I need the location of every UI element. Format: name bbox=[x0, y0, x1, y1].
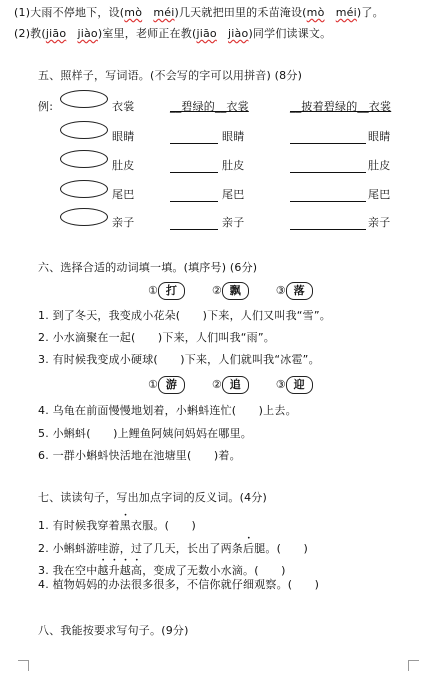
row2-item: 眼睛 bbox=[112, 130, 135, 143]
s7-question-1 bbox=[38, 512, 196, 533]
row3-mid-blank bbox=[170, 172, 218, 173]
text: )几天就把田里的禾苗淹设( bbox=[174, 6, 307, 19]
text: )同学们读课文。 bbox=[248, 27, 332, 40]
s7-question-2 bbox=[38, 535, 308, 556]
space bbox=[142, 6, 153, 19]
text: )室里，老师正在教( bbox=[97, 27, 197, 40]
row4-mid: 尾巴 bbox=[222, 188, 245, 201]
pinyin: jiāo bbox=[196, 27, 217, 40]
row3-item: 肚皮 bbox=[112, 159, 135, 172]
corner-mark-bottom-right bbox=[408, 660, 419, 671]
section-7-heading: 七、读读句子，写出加点字词的反义词。(4分) bbox=[38, 491, 267, 504]
row4-right-blank bbox=[290, 201, 366, 202]
row4-mid-blank bbox=[170, 201, 218, 202]
row2-right: 眼睛 bbox=[368, 130, 391, 143]
text: 衣服。( ) bbox=[131, 519, 196, 532]
corner-mark-bottom-left bbox=[18, 660, 29, 671]
option-word: 追 bbox=[222, 376, 249, 394]
row2-right-blank bbox=[290, 143, 366, 144]
leaf-oval-1 bbox=[60, 90, 108, 108]
row3-right: 肚皮 bbox=[368, 159, 391, 172]
pinyin: méi bbox=[153, 6, 175, 19]
text: (2)教( bbox=[14, 27, 46, 40]
text: 3. 我在空中 bbox=[38, 564, 98, 577]
row2-mid: 眼睛 bbox=[222, 130, 245, 143]
s6-question-4: 4. 乌龟在前面慢慢地划着，小蝌蚪连忙( )上去。 bbox=[38, 404, 297, 417]
section-8-heading: 八、我能按要求写句子。(9分) bbox=[38, 624, 189, 637]
pinyin: jiào bbox=[77, 27, 98, 40]
pinyin-line-1 bbox=[14, 6, 384, 20]
option-number: ③ bbox=[275, 284, 286, 297]
option-number: ③ bbox=[275, 378, 286, 391]
option-word: 打 bbox=[158, 282, 185, 300]
option-number: ① bbox=[148, 284, 158, 297]
option-word: 迎 bbox=[286, 376, 313, 394]
leaf-oval-4 bbox=[60, 180, 108, 198]
option-word: 飘 bbox=[222, 282, 249, 300]
option-number: ① bbox=[148, 378, 158, 391]
dotted-word: 黑 bbox=[119, 519, 131, 532]
verb-options-2 bbox=[148, 376, 313, 394]
example-label: 例: bbox=[38, 100, 54, 113]
option-word: 游 bbox=[158, 376, 185, 394]
s7-question-3 bbox=[38, 557, 286, 578]
leaf-oval-2 bbox=[60, 121, 108, 139]
row3-right-blank bbox=[290, 172, 366, 173]
text: 4. 植物妈妈的办法很多很多，不信你就仔细观察。( ) bbox=[38, 578, 320, 591]
row4-item: 尾巴 bbox=[112, 188, 135, 201]
s6-question-3: 3. 有时候我变成小硬球( )下来，人们就叫我“冰雹”。 bbox=[38, 353, 320, 366]
pinyin: jiāo bbox=[45, 27, 67, 40]
text: )了。 bbox=[356, 6, 384, 19]
verb-options-1 bbox=[148, 282, 313, 300]
row4-right: 尾巴 bbox=[368, 188, 391, 201]
row3-mid: 肚皮 bbox=[222, 159, 245, 172]
text: (1)大雨不停地下，设( bbox=[14, 6, 125, 19]
row5-mid: 亲子 bbox=[222, 216, 245, 229]
s7-question-4 bbox=[38, 578, 319, 592]
row5-right: 亲子 bbox=[368, 216, 391, 229]
row5-right-blank bbox=[290, 229, 366, 230]
leaf-oval-5 bbox=[60, 208, 108, 226]
dotted-word: 越升越高 bbox=[97, 564, 143, 577]
pinyin-line-2 bbox=[14, 27, 331, 41]
dotted-word: 后 bbox=[243, 542, 255, 555]
pinyin: jiào bbox=[228, 27, 249, 40]
row5-mid-blank bbox=[170, 229, 218, 230]
option-number: ② bbox=[211, 378, 222, 391]
row1-right: __披着碧绿的__衣裳 bbox=[290, 100, 392, 113]
row2-mid-blank bbox=[170, 143, 218, 144]
text: 1. 有时候我穿着 bbox=[38, 519, 120, 532]
section-6-heading: 六、选择合适的动词填一填。(填序号) (6分) bbox=[38, 261, 258, 274]
text: ，变成了无数小水滴。( ) bbox=[142, 564, 286, 577]
s6-question-6: 6. 一群小蝌蚪快活地在池塘里( )着。 bbox=[38, 449, 241, 462]
option-number: ② bbox=[211, 284, 222, 297]
text: 2. 小蝌蚪游哇游，过了几天，长出了两条 bbox=[38, 542, 243, 555]
s6-question-1: 1. 到了冬天，我变成小花朵( )下来，人们又叫我“雪”。 bbox=[38, 309, 331, 322]
pinyin: mò bbox=[306, 6, 325, 19]
pinyin: mò bbox=[124, 6, 143, 19]
option-word: 落 bbox=[286, 282, 313, 300]
s6-question-2: 2. 小水滴聚在一起( )下来，人们叫我“雨”。 bbox=[38, 331, 275, 344]
row1-item: 衣裳 bbox=[112, 100, 135, 113]
pinyin: méi bbox=[335, 6, 357, 19]
section-5-heading: 五、照样子，写词语。(不会写的字可以用拼音) (8分) bbox=[38, 69, 303, 82]
text: 腿。( ) bbox=[254, 542, 308, 555]
s6-question-5: 5. 小蝌蚪( )上鲤鱼阿姨问妈妈在哪里。 bbox=[38, 427, 252, 440]
row5-item: 亲子 bbox=[112, 216, 135, 229]
row1-mid: __碧绿的__衣裳 bbox=[170, 100, 249, 113]
leaf-oval-3 bbox=[60, 150, 108, 168]
